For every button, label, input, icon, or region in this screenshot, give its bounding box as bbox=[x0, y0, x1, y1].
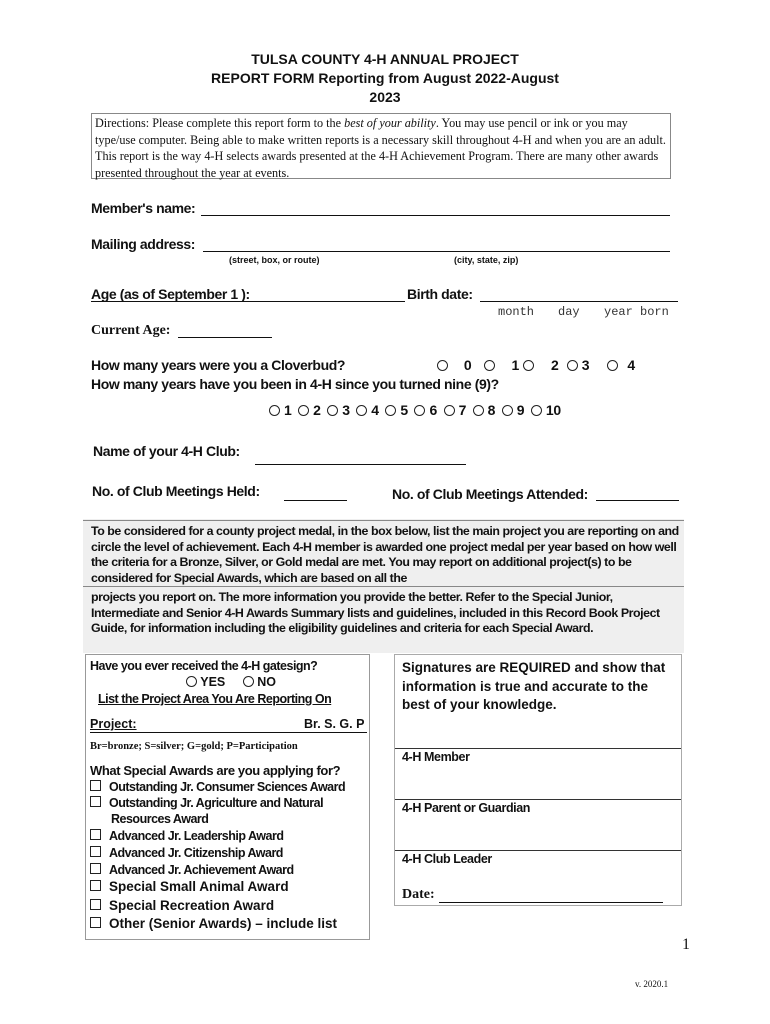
award-label-7: Special Recreation Award bbox=[109, 898, 275, 913]
cloverbud-radio-0[interactable] bbox=[437, 360, 448, 371]
directions-text-1: Directions: Please complete this report form to the bbox=[95, 116, 345, 130]
gatesign-no-radio[interactable] bbox=[243, 676, 254, 687]
award-checkbox-8[interactable] bbox=[90, 917, 101, 928]
gatesign-question: Have you ever received the 4-H gatesign? bbox=[90, 659, 318, 673]
age-label: Age (as of September 1 ): bbox=[91, 286, 250, 302]
member-name-label: Member's name: bbox=[91, 200, 196, 216]
list-project-heading: List the Project Area You Are Reporting On bbox=[98, 692, 332, 706]
meetings-held-field[interactable] bbox=[284, 486, 347, 501]
leader-signature-line[interactable] bbox=[395, 850, 681, 851]
birth-date-label: Birth date: bbox=[407, 286, 473, 302]
years-option-5: 5 bbox=[400, 402, 408, 418]
years-radio-1[interactable] bbox=[269, 405, 280, 416]
special-awards-question: What Special Awards are you applying for? bbox=[90, 763, 341, 778]
award-label-2-cont: Resources Award bbox=[111, 812, 209, 826]
club-name-field[interactable] bbox=[255, 449, 466, 465]
member-signature-label: 4-H Member bbox=[402, 750, 470, 764]
award-label-8: Other (Senior Awards) – include list bbox=[109, 916, 338, 931]
award-checkbox-7[interactable] bbox=[90, 899, 101, 910]
years-options bbox=[269, 402, 561, 418]
years-radio-2[interactable] bbox=[298, 405, 309, 416]
award-item-5 bbox=[90, 863, 294, 877]
years-option-10: 10 bbox=[545, 402, 561, 418]
award-item-1 bbox=[90, 780, 345, 794]
cloverbud-option-4: 4 bbox=[627, 357, 636, 373]
years-radio-6[interactable] bbox=[414, 405, 425, 416]
award-item-4 bbox=[90, 846, 283, 860]
years-radio-5[interactable] bbox=[385, 405, 396, 416]
cloverbud-option-3: 3 bbox=[581, 357, 590, 373]
award-label-3: Advanced Jr. Leadership Award bbox=[109, 829, 284, 843]
cloverbud-option-2: 2 bbox=[551, 357, 559, 373]
years-radio-4[interactable] bbox=[356, 405, 367, 416]
gatesign-options bbox=[186, 675, 276, 689]
project-panel bbox=[85, 654, 370, 940]
title-line-3: 2023 bbox=[369, 89, 401, 105]
directions-text-2: . You may use pencil or ink or you may type/use computer. Being able to make written reports is a necessary skill throughout 4-H and when you are an adult. This report is the way 4-H selects awards presented at the 4-H Achievement Program. There are many other awards presented throughout the year at events. bbox=[95, 116, 666, 180]
years-radio-8[interactable] bbox=[473, 405, 484, 416]
years-option-2: 2 bbox=[313, 402, 321, 418]
award-item-7 bbox=[90, 898, 274, 913]
day-hint: day bbox=[558, 305, 580, 319]
years-option-4: 4 bbox=[371, 402, 379, 418]
award-item-2 bbox=[90, 796, 323, 810]
years-option-7: 7 bbox=[458, 402, 467, 418]
member-name-field[interactable] bbox=[201, 200, 670, 216]
cloverbud-radio-1[interactable] bbox=[484, 360, 495, 371]
award-checkbox-5[interactable] bbox=[90, 863, 101, 874]
years-option-9: 9 bbox=[516, 402, 525, 418]
current-age-label: Current Age: bbox=[91, 323, 171, 338]
award-checkbox-2[interactable] bbox=[90, 796, 101, 807]
directions-emphasis: best of your ability bbox=[344, 116, 436, 130]
leader-signature-label: 4-H Club Leader bbox=[402, 852, 492, 866]
cloverbud-radio-3[interactable] bbox=[567, 360, 578, 371]
years-radio-7[interactable] bbox=[444, 405, 455, 416]
award-checkbox-6[interactable] bbox=[90, 880, 101, 891]
instructions-paragraph-2: projects you report on. The more information you provide the better. Refer to the Special Junior, Intermediate and Senior 4-H Awards Summary lists and guidelines, included in this Record Book Project Guide, for information including the eligibility guidelines and criteria for each Special Award. bbox=[91, 590, 660, 636]
instructions-top-rule bbox=[83, 520, 684, 521]
mailing-address-label: Mailing address: bbox=[91, 236, 196, 252]
gatesign-no-label: NO bbox=[257, 675, 276, 689]
age-field[interactable] bbox=[91, 286, 405, 302]
meetings-attended-field[interactable] bbox=[596, 486, 679, 501]
page-number: 1 bbox=[682, 936, 690, 953]
award-label-1: Outstanding Jr. Consumer Sciences Award bbox=[109, 780, 346, 794]
project-label: Project: bbox=[90, 717, 137, 731]
years-option-3: 3 bbox=[342, 402, 350, 418]
gatesign-yes-radio[interactable] bbox=[186, 676, 197, 687]
award-item-8 bbox=[90, 916, 337, 931]
city-hint: (city, state, zip) bbox=[454, 255, 519, 265]
award-item-3 bbox=[90, 829, 283, 843]
award-checkbox-1[interactable] bbox=[90, 780, 101, 791]
signatures-statement: Signatures are REQUIRED and show that information is true and accurate to the best of your knowledge. bbox=[402, 660, 666, 712]
directions-box bbox=[91, 113, 671, 179]
years-question: How many years have you been in 4-H since you turned nine (9)? bbox=[91, 376, 499, 392]
club-name-label: Name of your 4-H Club: bbox=[93, 443, 240, 459]
levels-legend: Br=bronze; S=silver; G=gold; P=Participation bbox=[90, 741, 298, 752]
month-hint: month bbox=[498, 305, 535, 319]
instructions-mid-rule bbox=[83, 586, 684, 587]
award-label-5: Advanced Jr. Achievement Award bbox=[109, 863, 294, 877]
years-radio-9[interactable] bbox=[502, 405, 513, 416]
years-radio-3[interactable] bbox=[327, 405, 338, 416]
cloverbud-radio-4[interactable] bbox=[607, 360, 618, 371]
mailing-address-field[interactable] bbox=[203, 236, 670, 252]
parent-signature-line[interactable] bbox=[395, 799, 681, 800]
award-label-2: Outstanding Jr. Agriculture and Natural bbox=[109, 796, 324, 810]
award-checkbox-4[interactable] bbox=[90, 846, 101, 857]
street-hint: (street, box, or route) bbox=[229, 255, 320, 265]
title-line-1: TULSA COUNTY 4-H ANNUAL PROJECT bbox=[251, 51, 519, 67]
birth-date-field[interactable] bbox=[480, 286, 678, 302]
years-radio-10[interactable] bbox=[531, 405, 542, 416]
parent-signature-label: 4-H Parent or Guardian bbox=[402, 801, 531, 815]
cloverbud-question: How many years were you a Cloverbud? bbox=[91, 357, 346, 373]
title-line-2: REPORT FORM Reporting from August 2022-August bbox=[211, 70, 559, 86]
gatesign-yes-label: YES bbox=[200, 675, 226, 689]
cloverbud-option-1: 1 bbox=[511, 357, 520, 373]
version-label: v. 2020.1 bbox=[635, 979, 669, 989]
cloverbud-radio-2[interactable] bbox=[523, 360, 534, 371]
date-field[interactable] bbox=[439, 888, 663, 903]
years-option-1: 1 bbox=[284, 402, 292, 418]
year-born-hint: year born bbox=[604, 305, 669, 319]
award-label-6: Special Small Animal Award bbox=[109, 879, 289, 894]
meetings-held-label: No. of Club Meetings Held: bbox=[92, 483, 260, 499]
meetings-attended-label: No. of Club Meetings Attended: bbox=[392, 486, 588, 502]
cloverbud-option-0: 0 bbox=[463, 357, 472, 373]
instructions-paragraph-1: To be considered for a county project medal, in the box below, list the main project you are reporting on and circle the level of achievement. Each 4-H member is awarded one project medal per year based on how well the criteria for a Bronze, Silver, or Gold medal are met. You may report on additional project(s) to be considered for Special Awards, which are based on all the bbox=[91, 524, 679, 586]
award-label-4: Advanced Jr. Citizenship Award bbox=[109, 846, 283, 860]
member-signature-line[interactable] bbox=[395, 748, 681, 749]
award-item-6 bbox=[90, 879, 289, 894]
cloverbud-options bbox=[437, 357, 635, 373]
years-option-8: 8 bbox=[487, 402, 496, 418]
signatures-panel bbox=[394, 654, 682, 906]
current-age-field[interactable] bbox=[178, 323, 272, 338]
award-checkbox-3[interactable] bbox=[90, 829, 101, 840]
date-label: Date: bbox=[402, 887, 435, 902]
years-option-6: 6 bbox=[429, 402, 437, 418]
medal-levels: Br. S. G. P bbox=[304, 717, 365, 731]
